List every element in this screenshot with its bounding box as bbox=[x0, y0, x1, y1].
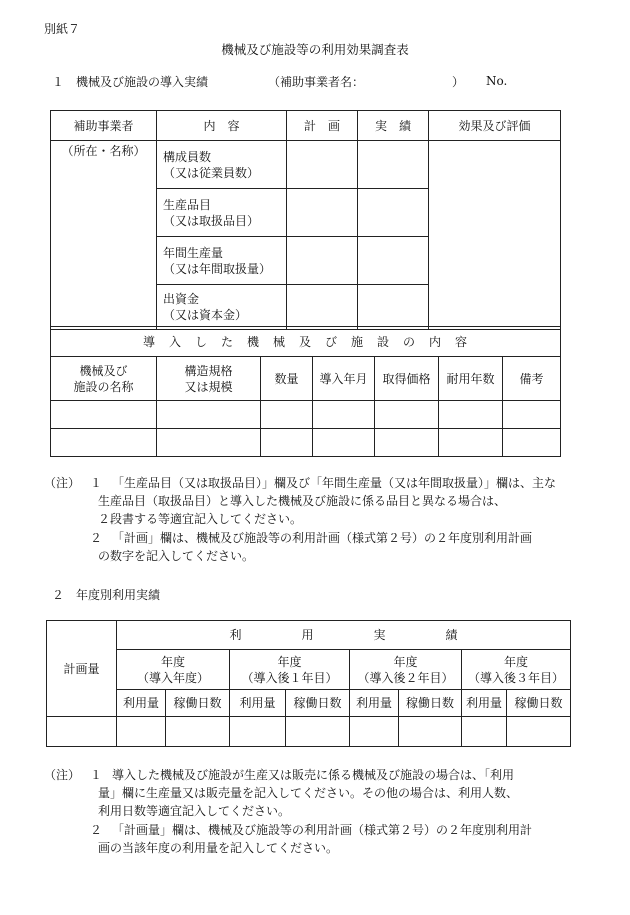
year-header-1: 年度 （導入後１年目） bbox=[230, 650, 350, 690]
usage-header: 利用量 bbox=[117, 690, 166, 717]
actual-cell[interactable] bbox=[358, 189, 429, 237]
table-row bbox=[51, 429, 561, 457]
header-plan: 計 画 bbox=[287, 111, 358, 141]
year-header-2: 年度 （導入後２年目） bbox=[350, 650, 462, 690]
plan-cell[interactable] bbox=[287, 189, 358, 237]
header-equipment-name: 機械及び 施設の名称 bbox=[51, 357, 157, 401]
year-header-3: 年度 （導入後３年目） bbox=[462, 650, 571, 690]
table-row bbox=[51, 401, 561, 429]
page-title: 機械及び施設等の利用効果調査表 bbox=[221, 42, 409, 57]
header-intro-date: 導入年月 bbox=[313, 357, 375, 401]
days-header: 稼働日数 bbox=[166, 690, 230, 717]
content-item-annual-volume: 年間生産量 （又は年間取扱量） bbox=[157, 237, 287, 285]
actual-cell[interactable] bbox=[358, 141, 429, 189]
table-row bbox=[47, 717, 571, 747]
header-evaluation: 効果及び評価 bbox=[429, 111, 561, 141]
usage-header: 利用量 bbox=[350, 690, 399, 717]
header-price: 取得価格 bbox=[375, 357, 439, 401]
header-content: 内 容 bbox=[157, 111, 287, 141]
header-actual: 実 績 bbox=[358, 111, 429, 141]
header-spec: 構造規格 又は規模 bbox=[157, 357, 261, 401]
content-item-members: 構成員数 （又は従業員数） bbox=[157, 141, 287, 189]
annual-usage-table bbox=[46, 620, 571, 747]
equipment-table bbox=[50, 326, 561, 457]
form-number: 別紙７ bbox=[44, 22, 81, 36]
introduction-results-table bbox=[50, 110, 561, 330]
days-header: 稼働日数 bbox=[507, 690, 571, 717]
evaluation-cell[interactable] bbox=[429, 141, 561, 330]
actual-cell[interactable] bbox=[358, 285, 429, 330]
section2-heading: ２ 年度別利用実績 bbox=[52, 588, 161, 602]
equipment-banner: 導 入 し た 機 械 及 び 施 設 の 内 容 bbox=[51, 327, 561, 357]
page: 別紙７ 機械及び施設等の利用効果調査表 １ 機械及び施設の導入実績 （補助事業者名： ） No. 補助事業者 内 容 計 画 実 績 効果及び評価 （所在・名称） 構成員数 （又は従業員数） 生産品目 （又は取扱品目） 年間生産量 （又は年間取扱量） 出資金 （又は資本金） 導 入 し た 機 械 及 び 施 設 の 内 容 機械及び 施設の名称 構造規格 又は規模 数量 導入年月 取得価格 耐用年数 備考 （注） １ 「生産品目（又は取扱品目）」欄及び「年間生産量（又は年間取扱量）」欄は、主な 生産品目（取扱品目）と導入した機械及び施設に係る品目と異なる場合は、 ２段書する等適宜記入してください。 ２ 「計画」欄は、機械及び施設等の利用計画（様式第２号）の２年度別利用計画 の数字を記入してください。 ２ 年度別利用実績 計画量 利 用 実 績 年度 （導入年度） 年度 （導入後１年目） 年度 （導入後２年目） 年度 （導入後３年目） 利用量 稼働日数 利用量 稼働日数 利用量 稼働日数 利用量 稼働日数 （注） １ 導入した機械及び施設が生産又は販売に係る機械及び施設の場合は、「利用 量」欄に生産量又は販売量を記入してください。その他の場合は、利用人数、 利用日数等適宜記入してください。 ２ 「計画量」欄は、機械及び施設等の利用計画（様式第２号）の２年度別利用計 画の当該年度の利用量を記入してください。 bbox=[0, 0, 630, 915]
no-label: No. bbox=[486, 74, 508, 88]
operator-sub-label: （所在・名称） bbox=[61, 144, 146, 158]
plan-cell[interactable] bbox=[287, 141, 358, 189]
operator-cell[interactable] bbox=[51, 141, 157, 330]
actual-cell[interactable] bbox=[358, 237, 429, 285]
usage-header: 利用量 bbox=[230, 690, 286, 717]
content-item-capital: 出資金 （又は資本金） bbox=[157, 285, 287, 330]
usage-banner: 利 用 実 績 bbox=[117, 621, 571, 650]
days-header: 稼働日数 bbox=[399, 690, 462, 717]
plan-cell[interactable] bbox=[287, 285, 358, 330]
section1-heading: １ 機械及び施設の導入実績 bbox=[52, 75, 209, 89]
usage-header: 利用量 bbox=[462, 690, 507, 717]
content-item-products: 生産品目 （又は取扱品目） bbox=[157, 189, 287, 237]
header-quantity: 数量 bbox=[261, 357, 313, 401]
header-life: 耐用年数 bbox=[439, 357, 503, 401]
days-header: 稼働日数 bbox=[286, 690, 350, 717]
operator-name-label: （補助事業者名： bbox=[268, 75, 365, 89]
operator-name-close: ） bbox=[452, 75, 465, 89]
plan-cell[interactable] bbox=[287, 237, 358, 285]
header-operator: 補助事業者 bbox=[51, 111, 157, 141]
header-remarks: 備考 bbox=[503, 357, 561, 401]
year-header-0: 年度 （導入年度） bbox=[117, 650, 230, 690]
plan-quantity-header: 計画量 bbox=[47, 621, 117, 717]
